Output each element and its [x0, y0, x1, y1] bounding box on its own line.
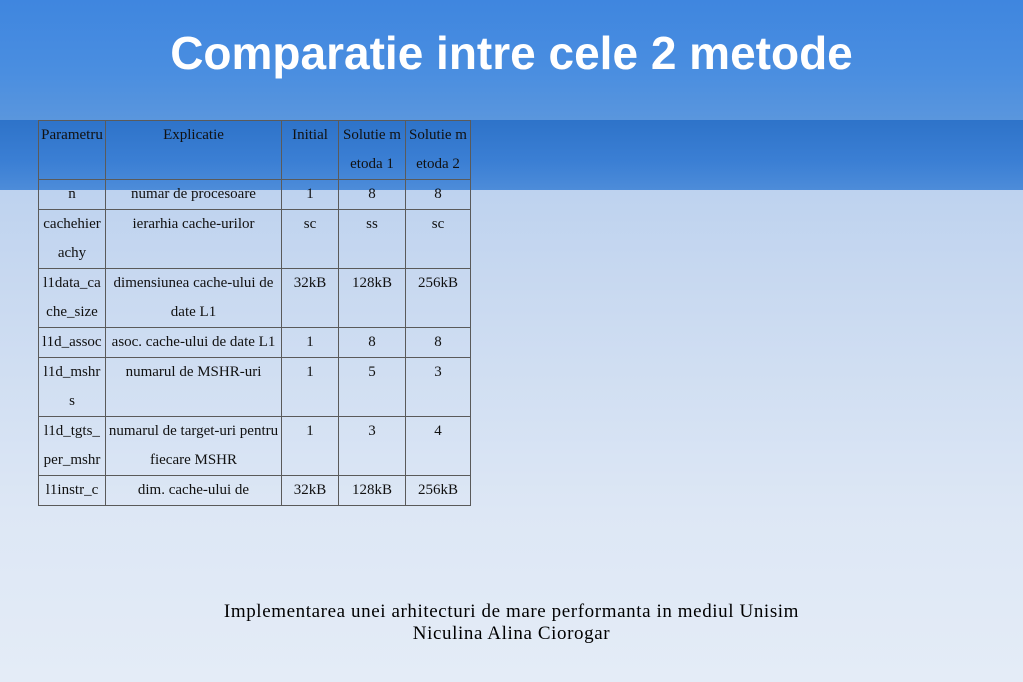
table-cell: 5 [339, 358, 406, 417]
table-cell: 8 [339, 328, 406, 358]
table-row [39, 358, 471, 417]
table-cell: n [39, 180, 106, 210]
header-cell-parametru: Parametru [39, 121, 106, 180]
table-cell: 8 [406, 180, 471, 210]
table-cell: 1 [282, 358, 339, 417]
table-cell: 32kB [282, 269, 339, 328]
table-cell: numarul de MSHR-uri [106, 358, 282, 417]
table-row [39, 210, 471, 269]
table-cell: l1d_mshrs [39, 358, 106, 417]
table-cell: ierarhia cache-urilor [106, 210, 282, 269]
comparison-table-container [38, 120, 471, 575]
table-cell: asoc. cache-ului de date L1 [106, 328, 282, 358]
table-cell: cachehierachy [39, 210, 106, 269]
table-row [39, 476, 471, 506]
header-cell-explicatie: Explicatie [106, 121, 282, 180]
header-cell-solutie-metoda-1: Solutie metoda 1 [339, 121, 406, 180]
table-cell: sc [406, 210, 471, 269]
table-cell: l1d_assoc [39, 328, 106, 358]
table-cell: l1d_tgts_per_mshr [39, 417, 106, 476]
table-row [39, 180, 471, 210]
table-cell: 3 [339, 417, 406, 476]
table-cell: numarul de target-uri pentru fiecare MSHR [106, 417, 282, 476]
table-cell: 128kB [339, 476, 406, 506]
footer-presentation-title: Implementarea unei arhitecturi de mare performanta in mediul Unisim [223, 601, 800, 622]
table-cell: 1 [282, 417, 339, 476]
table-cell: 256kB [406, 269, 471, 328]
slide-title: Comparatie intre cele 2 metode [170, 27, 853, 79]
table-cell: 256kB [406, 476, 471, 506]
comparison-table [38, 120, 471, 506]
table-cell: sc [282, 210, 339, 269]
table-cell: l1data_cache_size [39, 269, 106, 328]
table-cell: ss [339, 210, 406, 269]
table-cell: 8 [406, 328, 471, 358]
header-cell-initial: Initial [282, 121, 339, 180]
table-row [39, 328, 471, 358]
table-cell: dim. cache-ului de [106, 476, 282, 506]
table-cell: 1 [282, 328, 339, 358]
table-row [39, 269, 471, 328]
slide-footer [0, 601, 1023, 645]
table-header-row [39, 121, 471, 180]
table-cell: 1 [282, 180, 339, 210]
title-header [0, 0, 1023, 120]
table-cell: 32kB [282, 476, 339, 506]
table-row [39, 417, 471, 476]
table-cell: l1instr_c [39, 476, 106, 506]
header-cell-solutie-metoda-2: Solutie metoda 2 [406, 121, 471, 180]
table-cell: 128kB [339, 269, 406, 328]
table-cell: 3 [406, 358, 471, 417]
footer-author: Niculina Alina Ciorogar [412, 623, 611, 644]
table-cell: 4 [406, 417, 471, 476]
table-cell: dimensiunea cache-ului de date L1 [106, 269, 282, 328]
table-cell: numar de procesoare [106, 180, 282, 210]
table-cell: 8 [339, 180, 406, 210]
